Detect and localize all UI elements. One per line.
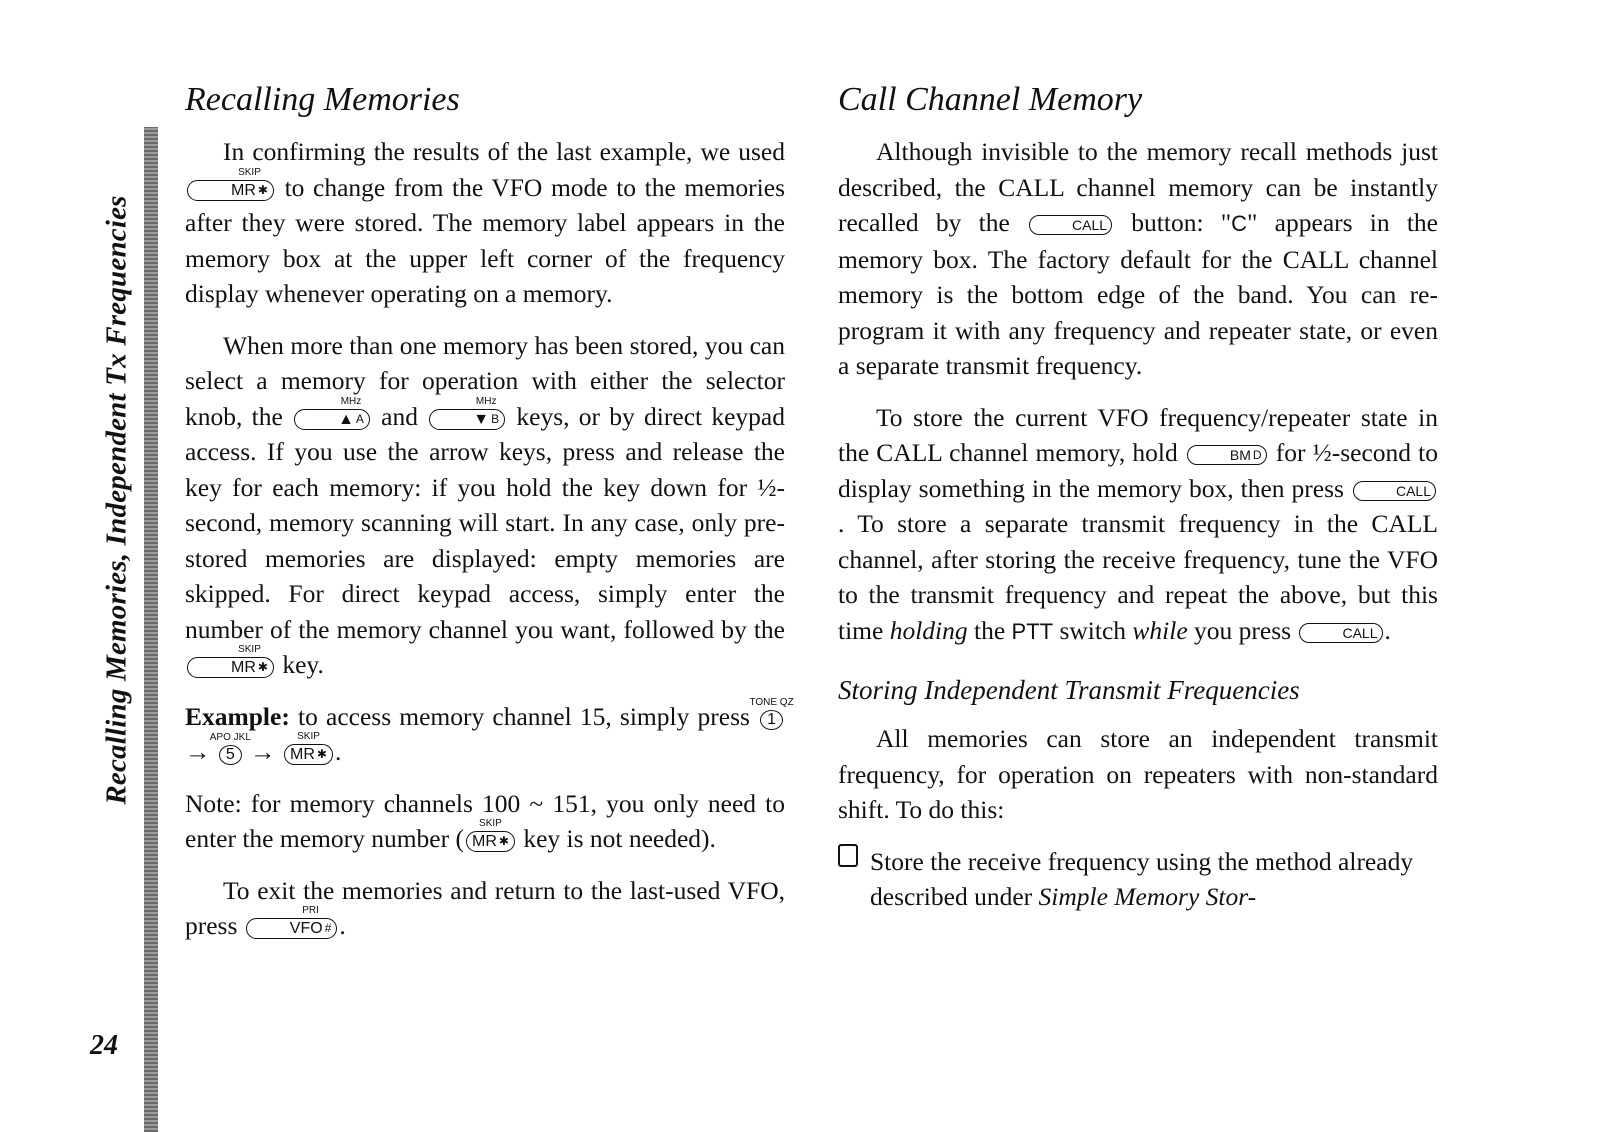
page-number: 24 [90, 1030, 118, 1061]
paragraph-confirming: In confirming the results of the last example, we used SKIP MR ✱ to change from the VFO mode to the memories after they were stored. The memory label appears in the memory box at the upper left corner of the frequency display whenever operating on a memory. [185, 137, 785, 308]
side-bar [144, 127, 158, 1132]
one-key-icon: TONE QZ 1 [749, 696, 794, 728]
checkbox-icon [838, 844, 858, 867]
mr-key-icon: SKIP MR ✱ [187, 657, 274, 678]
paragraph-exit-memories: To exit the memories and return to the last-used VFO, press PRI VFO # . [185, 875, 785, 940]
call-key-icon: CALL [1299, 623, 1382, 643]
paragraph-store-call: To store the current VFO frequency/repeater state in the CALL channel memory, hold BM D for ½-second to display something in the memory box, then press CALL. To store a separate transmit frequency in the CALL channel, after storing the receive frequency, tune the VFO to the transmit frequency and repeat the above, but this time holding the PTT switch while you press CALL . [838, 402, 1438, 645]
down-arrow-key-icon: MHz ▼ B [429, 409, 505, 430]
call-key-icon: CALL [1029, 215, 1112, 235]
checklist-item: Store the receive frequency using the method already described under Simple Memory Stor- [838, 844, 1438, 915]
heading-call-channel-memory: Call Channel Memory [838, 81, 1143, 118]
left-column [185, 76, 794, 960]
side-tab [0, 60, 160, 1060]
mr-key-icon: SKIP MR ✱ [187, 180, 274, 201]
mr-key-icon: SKIP MR ✱ [466, 831, 515, 852]
right-column [838, 76, 1438, 915]
up-arrow-key-icon: MHz ▲ A [294, 409, 370, 430]
lcd-c-glyph: C [1231, 211, 1248, 236]
paragraph-selecting-memory: When more than one memory has been stored, you can select a memory for operation with either the selector knob, the MHz ▲ A and MHz ▼ B keys, or by direct keypad access. If you use the arrow keys, press and release the key for each memory: if you hold the key down for ½-second, memory scanning will start. In any case, only pre-stored memories are displayed: empty memories are skipped. For direct keypad access, simply enter the number of the memory channel you want, followed by the SKIP MR ✱ key. [185, 330, 786, 679]
heading-recalling-memories: Recalling Memories [185, 81, 460, 118]
five-key-icon: APO JKL 5 [209, 732, 251, 763]
paragraph-note: Note: for memory channels 100 ~ 151, you only need to enter the memory number ( SKIP MR ✱ key is not needed). [185, 788, 785, 853]
paragraph-independent-tx: All memories can store an independent transmit frequency, for operation on repeaters with non-standard shift. To do this: [838, 724, 1438, 824]
vfo-key-icon: PRI VFO # [246, 918, 338, 939]
subheading-independent-tx: Storing Independent Transmit Frequencies [838, 675, 1300, 705]
paragraph-call-channel: Although invisible to the memory recall methods just described, the CALL channel memory can be instantly recalled by the CALL button: "C" appears in the memory box. The factory default for the CALL channel memory is the bottom edge of the band. You can re-program it with any frequency and repeater state, or even a separate transmit frequency. [838, 137, 1438, 380]
mr-key-icon: SKIP MR ✱ [284, 744, 333, 765]
call-key-icon: CALL [1353, 481, 1436, 501]
bm-key-icon: BM D [1187, 445, 1267, 465]
section-tab-title: Recalling Memories, Independent Tx Frequencies [100, 195, 133, 805]
paragraph-example: Example: to access memory channel 15, simply press TONE QZ 1 → APO JKL 5 → SKIP MR ✱ . [185, 696, 794, 766]
